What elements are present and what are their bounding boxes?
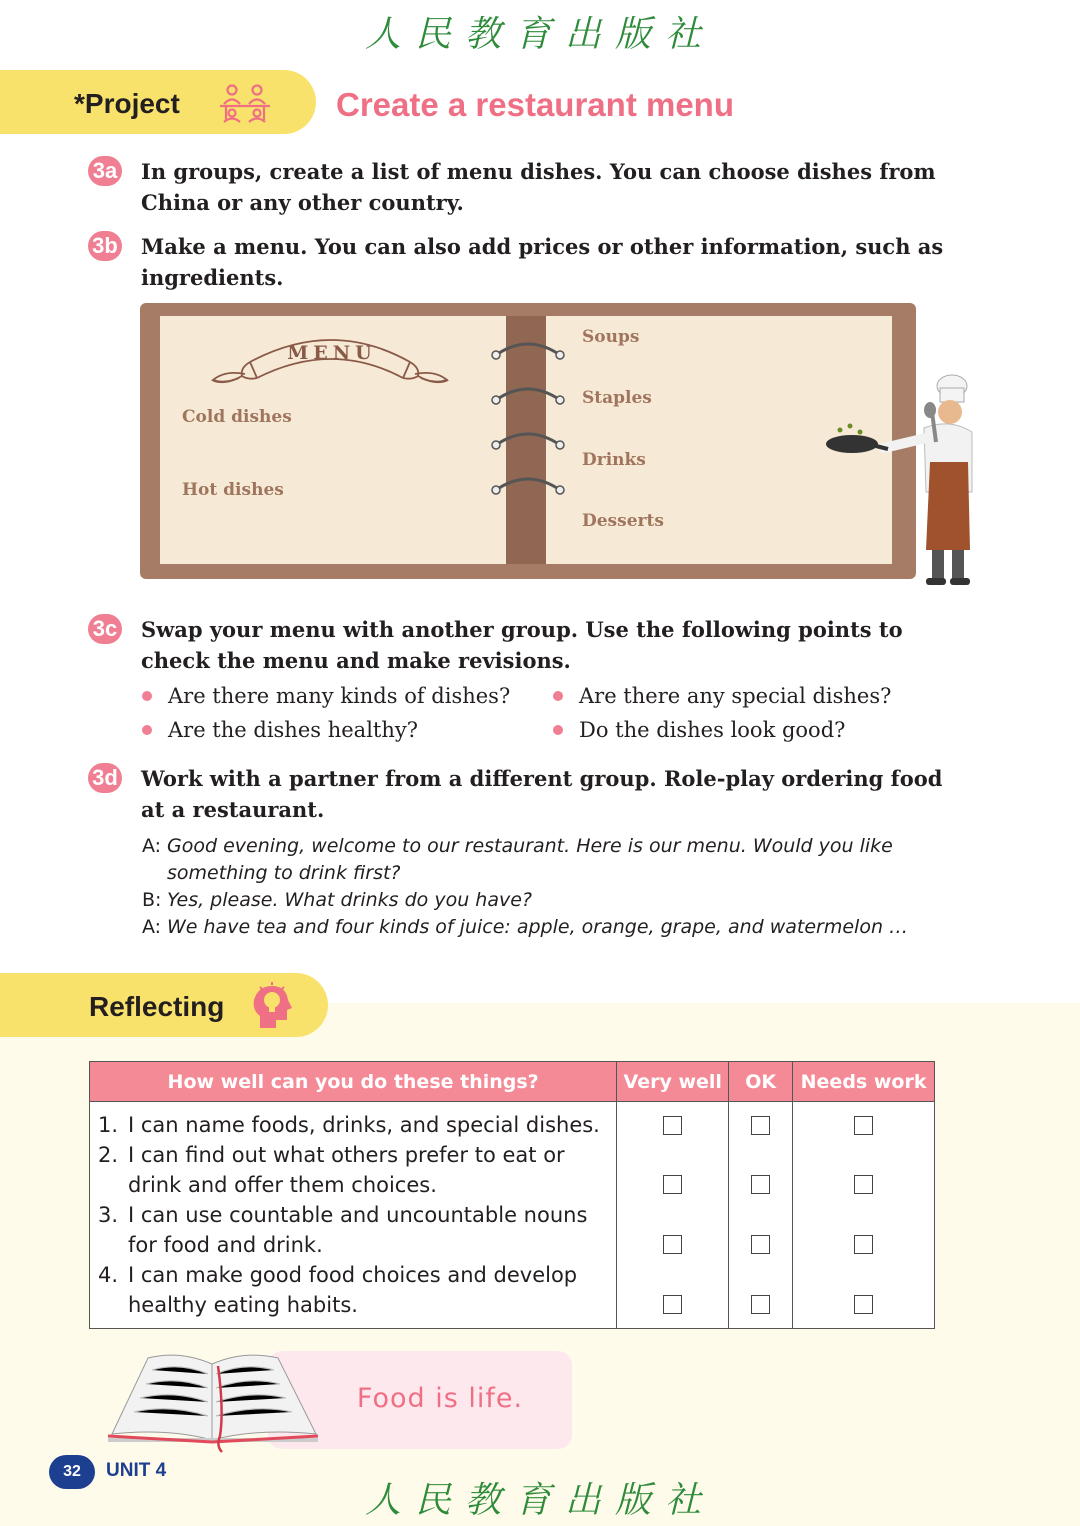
checkbox-ok-2[interactable] bbox=[751, 1175, 770, 1194]
step-instruction: In groups, create a list of menu dishes. You can choose dishes from China or any other country. bbox=[141, 159, 936, 215]
dialogue-line: A: Good evening, welcome to our restaurant. Here is our menu. Would you like something to drink first? bbox=[142, 835, 893, 884]
page-number: 32 bbox=[49, 1455, 95, 1489]
table-header-row bbox=[90, 1062, 935, 1102]
list-item: Do the dishes look good? bbox=[553, 718, 845, 742]
table-header: Very well bbox=[617, 1062, 729, 1102]
table-header: How well can you do these things? bbox=[90, 1062, 617, 1102]
step-instruction: Make a menu. You can also add prices or other information, such as ingredients. bbox=[141, 234, 944, 290]
menu-section-label: Desserts bbox=[582, 511, 664, 531]
unit-label: UNIT 4 bbox=[106, 1460, 167, 1481]
step-badge: 3b bbox=[88, 231, 122, 261]
ok-column bbox=[729, 1102, 793, 1329]
table-header: OK bbox=[729, 1062, 793, 1102]
checkbox-needs-work-4[interactable] bbox=[854, 1295, 873, 1314]
step-instruction: Swap your menu with another group. Use the following points to check the menu and make revisions. bbox=[141, 617, 903, 673]
head-lightbulb-icon bbox=[250, 982, 294, 1030]
project-label: *Project bbox=[74, 88, 180, 119]
reflecting-label: Reflecting bbox=[89, 991, 225, 1022]
people-at-table-icon bbox=[216, 82, 274, 124]
step-badge: 3d bbox=[88, 763, 122, 793]
dialogue-line: B: Yes, please. What drinks do you have? bbox=[142, 889, 532, 911]
menu-section-label: Hot dishes bbox=[182, 480, 284, 500]
list-item: Are there any special dishes? bbox=[553, 684, 891, 708]
quote-text: Food is life. bbox=[356, 1383, 524, 1414]
dialogue bbox=[142, 833, 942, 941]
menu-ribbon-banner bbox=[205, 326, 460, 396]
menu-section-label: Drinks bbox=[582, 450, 646, 470]
task-item: 2. I can find out what others prefer to eat or drink and offer them choices. bbox=[98, 1143, 565, 1197]
task-list bbox=[90, 1102, 617, 1329]
list-item: Are there many kinds of dishes? bbox=[142, 684, 510, 708]
self-assessment-table bbox=[89, 1061, 935, 1329]
task-item: 3. I can use countable and uncountable nouns for food and drink. bbox=[98, 1203, 588, 1257]
chef-illustration bbox=[822, 372, 976, 590]
checkbox-needs-work-1[interactable] bbox=[854, 1116, 873, 1135]
publisher-logo-top: 人民教育出版社 bbox=[364, 14, 715, 55]
checkbox-needs-work-2[interactable] bbox=[854, 1175, 873, 1194]
step-badge: 3a bbox=[88, 156, 122, 186]
step-instruction: Work with a partner from a different group. Role-play ordering food at a restaurant. bbox=[141, 766, 943, 822]
project-title: Create a restaurant menu bbox=[336, 86, 734, 123]
publisher-logo-bottom: 人民教育出版社 bbox=[364, 1480, 715, 1521]
menu-banner-text: MENU bbox=[287, 342, 377, 364]
table-row bbox=[90, 1102, 935, 1329]
menu-section-label: Soups bbox=[582, 327, 640, 347]
table-header: Needs work bbox=[793, 1062, 935, 1102]
checkbox-very-well-3[interactable] bbox=[663, 1235, 682, 1254]
task-item: 1. I can name foods, drinks, and special dishes. bbox=[98, 1113, 600, 1137]
checkbox-needs-work-3[interactable] bbox=[854, 1235, 873, 1254]
checkbox-ok-4[interactable] bbox=[751, 1295, 770, 1314]
binder-rings-icon bbox=[488, 335, 568, 505]
menu-section-label: Cold dishes bbox=[182, 407, 292, 427]
checkbox-very-well-2[interactable] bbox=[663, 1175, 682, 1194]
checkbox-ok-1[interactable] bbox=[751, 1116, 770, 1135]
very-well-column bbox=[617, 1102, 729, 1329]
dialogue-line: A: We have tea and four kinds of juice: apple, orange, grape, and watermelon … bbox=[142, 916, 909, 938]
checkbox-ok-3[interactable] bbox=[751, 1235, 770, 1254]
list-item: Are the dishes healthy? bbox=[142, 718, 418, 742]
checkbox-very-well-1[interactable] bbox=[663, 1116, 682, 1135]
needs-work-column bbox=[793, 1102, 935, 1329]
menu-section-label: Staples bbox=[582, 388, 652, 408]
task-item: 4. I can make good food choices and develop healthy eating habits. bbox=[98, 1263, 578, 1317]
checkbox-very-well-4[interactable] bbox=[663, 1295, 682, 1314]
step-badge: 3c bbox=[88, 614, 122, 644]
